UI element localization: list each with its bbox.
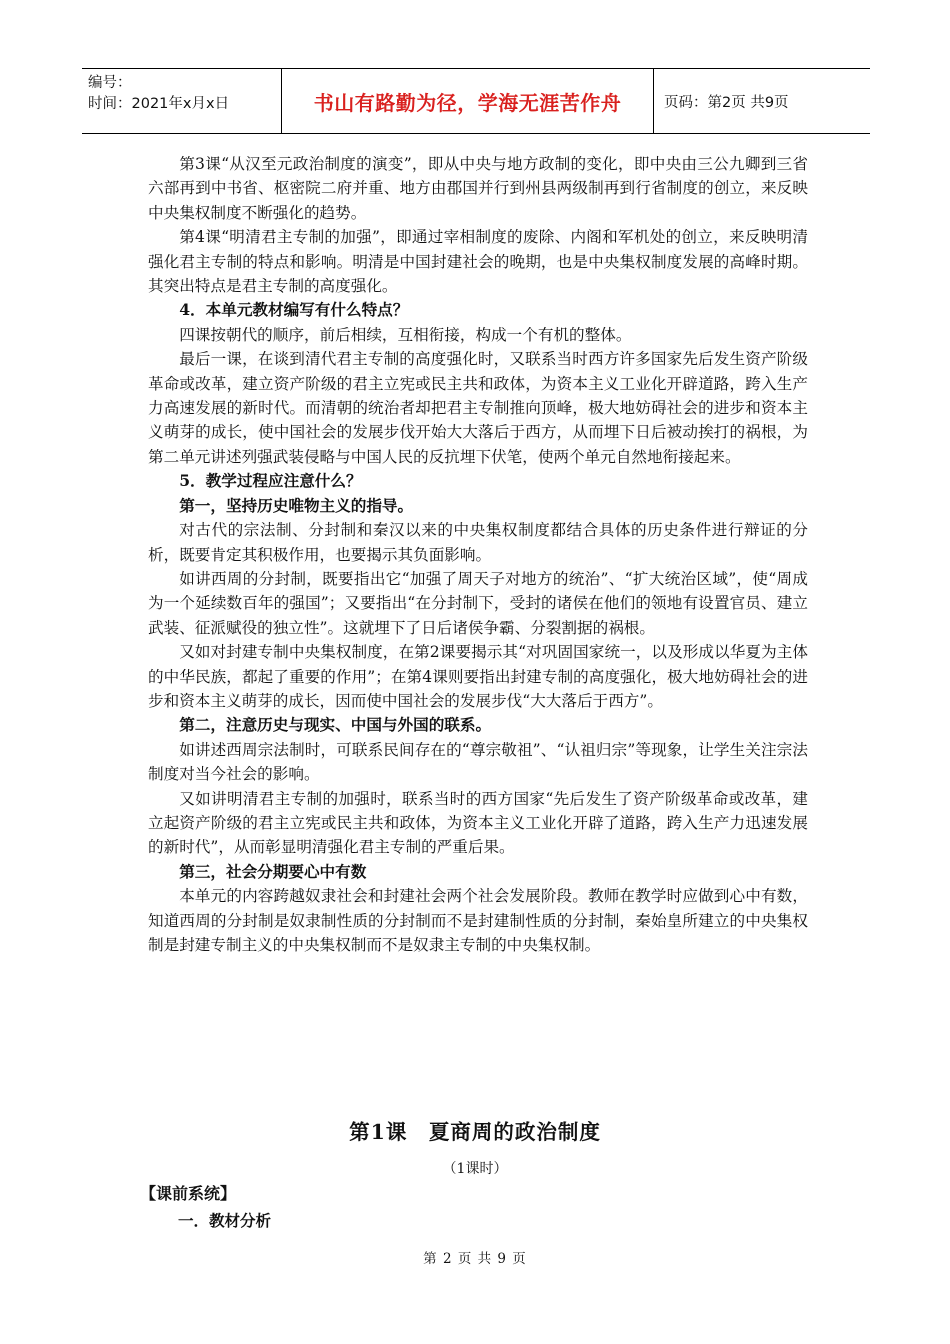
section-heading-paragraph: 第三，社会分期要心中有数	[179, 861, 367, 881]
body-paragraph: 第4课“明清君主专制的加强”，即通过宰相制度的废除、内阁和军机处的创立，来反映明清强化君主专制的特点和影响。明清是中国封建社会的晚期，也是中央集权制度发展的高峰时期。其突出特点是君主专制的高度强化。	[148, 228, 808, 296]
section-heading-paragraph: 第二，注意历史与现实、中国与外国的联系。	[179, 715, 492, 735]
body-paragraph: 又如对封建专制中央集权制度，在第2课要揭示其“对巩固国家统一，以及形成以华夏为主体的中华民族，都起了重要的作用”；在第4课则要指出封建专制的高度强化，极大地妨碍社会的进步和资本主义萌芽的成长，因而使中国社会的发展步伐“大大落后于西方”。	[148, 643, 808, 710]
body-paragraph: 又如讲明清君主专制的加强时，联系当时的西方国家“先后发生了资产阶级革命或改革，建立起资产阶级的君主立宪或民主共和政体，为资本主义工业化开辟了道路，跨入生产力迅速发展的新时代”，从而彰显明清强化君主专制的严重后果。	[148, 789, 808, 857]
section-heading-paragraph: 5．教学过程应注意什么？	[179, 471, 362, 491]
body-paragraph: 对古代的宗法制、分封制和秦汉以来的中央集权制度都结合具体的历史条件进行辩证的分析，既要肯定其积极作用，也要揭示其负面影响。	[148, 521, 808, 564]
lesson-title: 第1课 夏商周的政治制度	[349, 1120, 601, 1144]
section-heading-paragraph: 第一，坚持历史唯物主义的指导。	[179, 495, 414, 515]
body-paragraph: 四课按朝代的顺序，前后相续，互相衔接，构成一个有机的整体。	[179, 325, 632, 344]
time-label: 时间：2021年x月x日	[88, 96, 230, 112]
body-paragraph: 如讲西周的分封制，既要指出它“加强了周天子对地方的统治”、“扩大统治区域”，使“周成为一个延续数百年的强国”；又要指出“在分封制下，受封的诸侯在他们的领地有设置官员、建立武装、征派赋役的独立性”。这就埋下了日后诸侯争霸、分裂割据的祸根。	[148, 569, 808, 637]
lesson-subtitle: （1课时）	[442, 1161, 508, 1177]
page-footer: 第 2 页 共 9 页	[423, 1251, 527, 1267]
body-paragraph: 第3课“从汉至元政治制度的演变”，即从中央与地方政制的变化，即中央由三公九卿到三省六部再到中书省、枢密院二府并重、地方由郡国并行到州县两级制再到行省制度的创立，来反映中央集权制度不断强化的趋势。	[148, 155, 808, 222]
body-paragraph: 如讲述西周宗法制时，可联系民间存在的“尊宗敬祖”、“认祖归宗”等现象，让学生关注宗法制度对当今社会的影响。	[148, 740, 808, 784]
page-header	[82, 68, 870, 134]
section-heading: 【课前系统】	[140, 1184, 237, 1203]
body-paragraph: 最后一课，在谈到清代君主专制的高度强化时，又联系当时西方许多国家先后发生资产阶级革命或改革，建立资产阶级的君主立宪或民主共和政体，为资本主义工业化开辟道路，跨入生产力高速发展的新时代。而清朝的统治者却把君主专制推向顶峰，极大地妨碍社会的进步和资本主义萌芽的成长，使中国社会的发展步伐开始大大落后于西方，从而埋下日后被动挨打的祸根，为第二单元讲述列强武装侵略与中国人民的反抗埋下伏笔，使两个单元自然地衔接起来。	[148, 350, 808, 466]
header-motto: 书山有路勤为径，学海无涯苦作舟	[282, 69, 654, 133]
header-meta	[82, 69, 282, 133]
section-heading-paragraph: 4．本单元教材编写有什么特点？	[179, 300, 409, 320]
document-body	[148, 152, 808, 957]
subsection-heading: 一．教材分析	[178, 1211, 272, 1230]
number-label: 编号：	[88, 75, 132, 91]
body-paragraph: 本单元的内容跨越奴隶社会和封建社会两个社会发展阶段。教师在教学时应做到心中有数，知道西周的分封制是奴隶制性质的分封制而不是封建制性质的分封制，秦始皇所建立的中央集权制是封建专制主义的中央集权制而不是奴隶主专制的中央集权制。	[148, 887, 808, 954]
header-page-number: 页码：第2页 共9页	[664, 94, 789, 111]
